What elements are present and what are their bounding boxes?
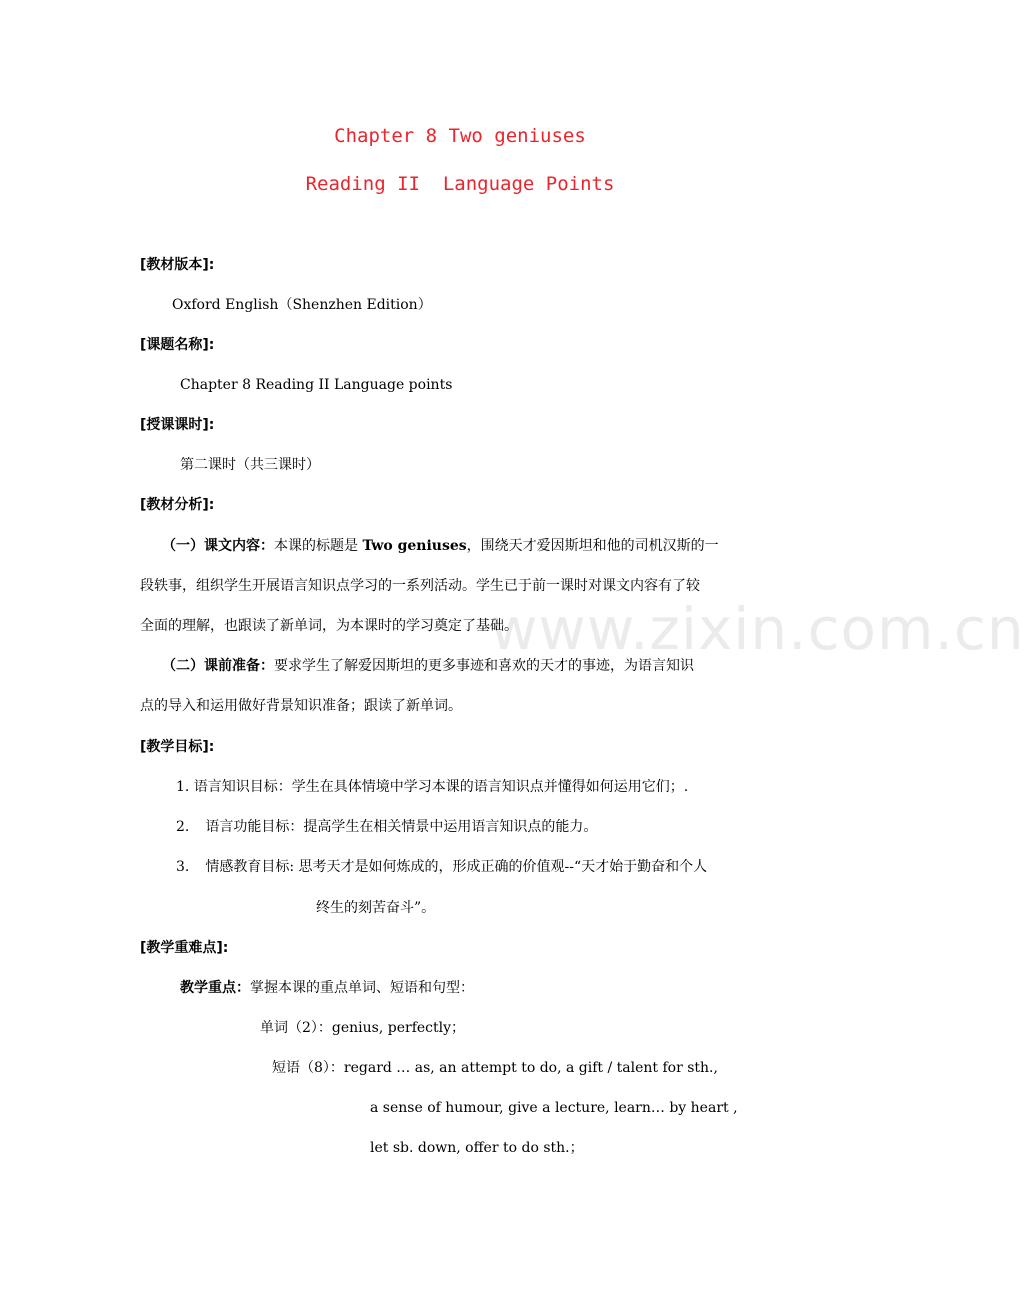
- focus-words: 单词（2）：genius, perfectly；: [260, 1020, 466, 1036]
- period-text: 第二课时（共三课时）: [180, 457, 320, 473]
- analysis-heading: [教材分析]:: [140, 497, 215, 513]
- content-text-b: ，围绕天才爱因斯坦和他的司机汉斯的一: [466, 538, 719, 554]
- objective-item-2-number: 2.: [176, 819, 190, 835]
- edition-heading: [教材版本]:: [140, 257, 215, 273]
- analysis-content-paragraph: [162, 536, 719, 556]
- prep-label: （二）课前准备：: [162, 658, 274, 674]
- content-label: （一）课文内容：: [162, 538, 274, 554]
- edition-text: Oxford English（Shenzhen Edition）: [172, 297, 432, 313]
- topic-text: Chapter 8 Reading II Language points: [180, 377, 453, 393]
- keypoints-heading: [教学重难点]:: [140, 940, 229, 956]
- focus-text: 掌握本课的重点单词、短语和句型：: [250, 980, 474, 996]
- prep-text: 要求学生了解爱因斯坦的更多事迹和喜欢的天才的事迹，为语言知识: [274, 658, 694, 674]
- objective-item-3-text: 情感教育目标: 思考天才是如何炼成的，形成正确的价值观--“天才始于勤奋和个人: [205, 859, 708, 875]
- analysis-content-line2: 段轶事，组织学生开展语言知识点学习的一系列活动。学生已于前一课时对课文内容有了较: [140, 578, 700, 594]
- focus-phrases-line1: 短语（8）：regard … as, an attempt to do, a gift / talent for sth.,: [272, 1060, 718, 1076]
- objective-item-1: 1. 语言知识目标：学生在具体情境中学习本课的语言知识点并懂得如何运用它们；.: [176, 779, 689, 795]
- analysis-prep-line2: 点的导入和运用做好背景知识准备；跟读了新单词。: [140, 698, 462, 714]
- content-text-a: 本课的标题是: [274, 538, 363, 554]
- focus-paragraph: [180, 978, 474, 998]
- focus-label: 教学重点：: [180, 980, 250, 996]
- focus-phrases-line3: let sb. down, offer to do sth.；: [370, 1140, 584, 1156]
- document-title: Chapter 8 Two geniuses: [334, 125, 586, 147]
- objectives-heading: [教学目标]:: [140, 739, 215, 755]
- focus-phrases-line2: a sense of humour, give a lecture, learn… by heart ,: [370, 1100, 738, 1116]
- content-bold-title: Two geniuses: [362, 538, 467, 554]
- objective-item-2: [176, 817, 597, 837]
- objective-item-3-line2: 终生的刻苦奋斗”。: [316, 900, 436, 916]
- topic-heading: [课题名称]:: [140, 337, 215, 353]
- period-heading: [授课课时]:: [140, 417, 215, 433]
- watermark: www.zixin.com.cn: [490, 595, 1025, 663]
- objective-item-3-number: 3.: [176, 859, 190, 875]
- analysis-prep-paragraph: [162, 656, 694, 676]
- document-subtitle: Reading II Language Points: [305, 173, 615, 195]
- objective-item-2-text: 语言功能目标：提高学生在相关情景中运用语言知识点的能力。: [205, 819, 598, 835]
- analysis-content-line3: 全面的理解，也跟读了新单词，为本课时的学习奠定了基础。: [140, 618, 518, 634]
- objective-item-3: [176, 857, 707, 877]
